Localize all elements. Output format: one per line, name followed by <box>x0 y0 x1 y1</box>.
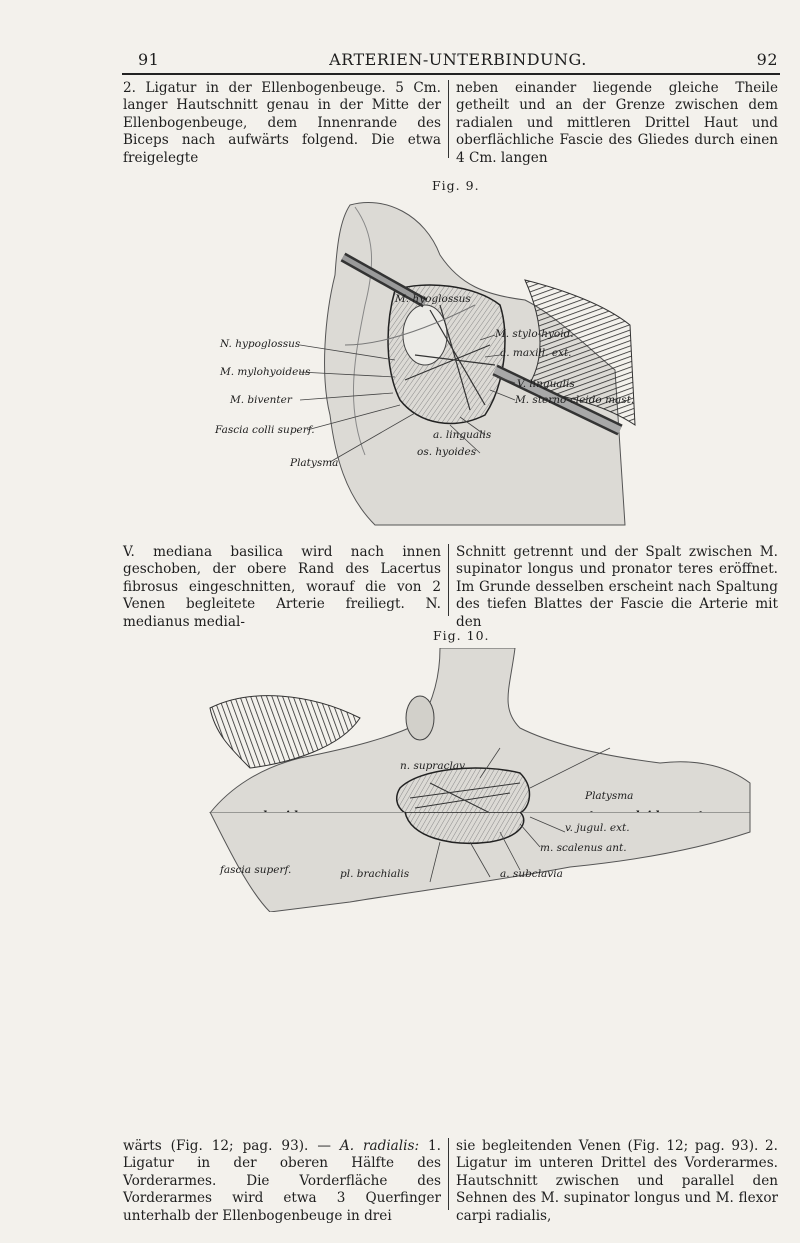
figure-10-caption: Fig. 10. <box>433 628 490 643</box>
label-n-supraclav: n. supraclav. <box>400 760 468 772</box>
text-block-3-right: sie begleitenden Venen (Fig. 12; pag. 93). 2. Ligatur im unteren Drittel des Vorderarmes. Hautschnitt zwischen und parallel den Sehnen des M. supinator longus und M. flexor carpi radialis, <box>456 1138 778 1224</box>
text-block-2-right: Schnitt getrennt und der Spalt zwischen M. supinator longus und pronator teres eröffnet. Im Grunde desselben erscheint nach Spaltung des tiefen Blattes der Fascie die Arterie mit den <box>456 544 778 630</box>
label-m-hyoglossus: M. hyoglossus <box>395 293 471 305</box>
label-n-hypoglossus: N. hypoglossus <box>220 338 301 350</box>
label-platysma-10: Platysma <box>585 790 634 802</box>
label-pl-brachialis: pl. brachialis <box>340 868 410 880</box>
column-divider-2 <box>448 544 449 616</box>
figure-9 <box>215 195 645 530</box>
label-v-lingualis: V. lingualis <box>517 378 575 390</box>
label-m-biventer: M. biventer <box>230 394 292 406</box>
text-block-2-left: V. mediana basilica wird nach innen geschoben, der obere Rand des Lacertus fibrosus eingeschnitten, worauf die von 2 Venen begleitete Arterie freiliegt. N. medianus medial- <box>123 544 441 630</box>
label-platysma: Platysma <box>290 457 339 469</box>
label-fascia-superf: fascia superf. <box>220 864 292 876</box>
label-a-lingualis: a. lingualis <box>433 429 492 441</box>
text-block-3-left-post: 1. Ligatur in der oberen Hälfte des Vorderarmes. Die Vorderfläche des Vorderarmes wird etwa 3 Querfinger unterhalb der Ellenbogenbeuge in drei <box>123 1138 441 1224</box>
page-number-right: 92 <box>756 50 778 69</box>
label-m-stylohyoid: M. stylo-hyoid. <box>495 328 574 340</box>
text-block-3-left-pre: wärts (Fig. 12; pag. 93). — <box>123 1138 340 1154</box>
label-m-sternocleido: M. sterno-cleido mast. <box>515 394 635 406</box>
label-fascia-colli: Fascia colli superf. <box>215 424 315 436</box>
header-rule <box>122 73 780 75</box>
figure-9-caption: Fig. 9. <box>432 178 480 193</box>
figure-10-illustration-lower <box>190 812 780 912</box>
label-a-subclavia: a. subclavia <box>500 868 563 880</box>
column-divider-3 <box>448 1138 449 1210</box>
page-header <box>138 50 778 74</box>
text-block-1-right: neben einander liegende gleiche Theile getheilt und an der Grenze zwischen dem radialen und mittleren Drittel Haut und oberflächliche Fascie des Gliedes durch einen 4 Cm. langen <box>456 80 778 166</box>
label-v-jugul-ext: v. jugul. ext. <box>565 822 630 834</box>
label-os-hyoides: os. hyoides <box>417 446 477 458</box>
label-a-maxill: a. maxill. ext. <box>500 347 572 359</box>
running-title: ARTERIEN-UNTERBINDUNG. <box>329 50 587 69</box>
figure-10-bottom <box>190 812 780 912</box>
page-number-left: 91 <box>138 50 160 69</box>
text-block-1-left: 2. Ligatur in der Ellenbogenbeuge. 5 Cm. langer Hautschnitt genau in der Mitte der Ellenbogenbeuge, dem Innenrande des Biceps nach aufwärts folgend. Die etwa freigelegte <box>123 80 441 166</box>
label-m-scalenus: m. scalenus ant. <box>540 842 627 854</box>
label-m-mylohyoideus: M. mylohyoideus <box>220 366 311 378</box>
column-divider-1 <box>448 80 449 158</box>
text-block-3-left <box>123 1138 441 1225</box>
text-block-3-left-italic: A. radialis: <box>339 1138 420 1154</box>
figure-9-illustration <box>225 195 645 530</box>
